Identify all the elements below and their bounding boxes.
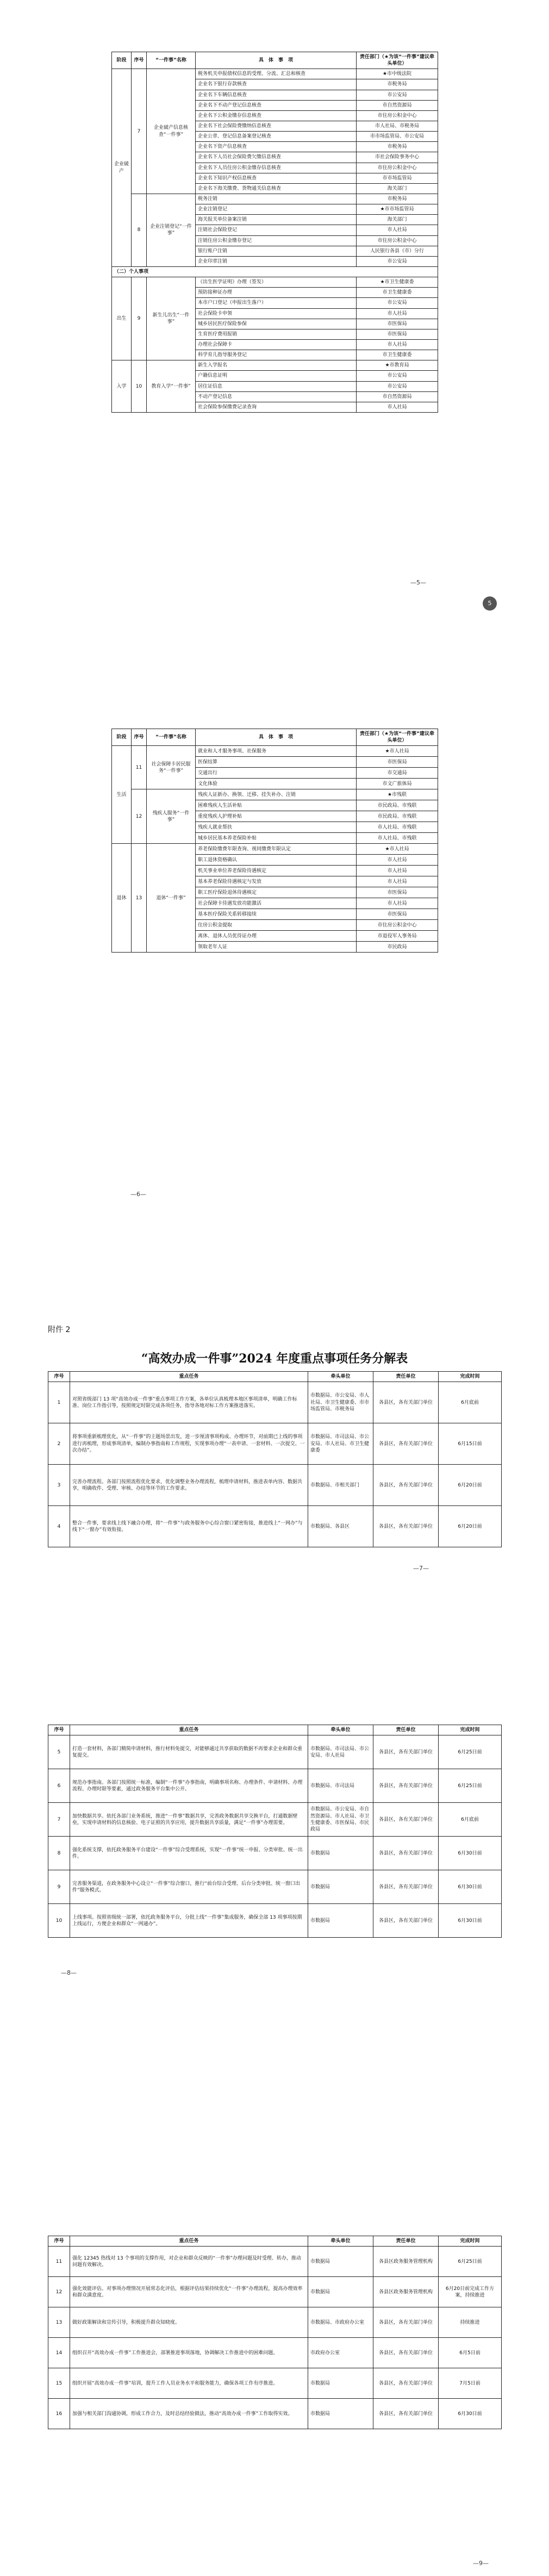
- dept-cell: 市交通局: [357, 768, 438, 779]
- table-row: [48, 1870, 502, 1904]
- task-cell: 强化效能评估。对事项办理情况开展常态化评估，根据评估结果持续优化“一件事”办理流程，提高办理效率和群众满意度。: [70, 2277, 308, 2307]
- table-row: [48, 1735, 502, 1769]
- detail-cell: 基本医疗保险关系转移接续: [196, 909, 357, 920]
- detail-cell: 注销社会保险登记: [196, 225, 357, 235]
- detail-cell: 居住证信息: [196, 381, 357, 391]
- lead-unit-cell: 市数据局、市司法局、市公安局、市人社局、市卫生健康委: [308, 1423, 373, 1465]
- table-row: [48, 2247, 502, 2277]
- table-row: [48, 1769, 502, 1803]
- row-number: 9: [48, 1870, 70, 1904]
- resp-unit-cell: 各县区，各有关部门单位: [373, 1382, 439, 1423]
- row-number: 7: [48, 1803, 70, 1837]
- header-detail: 具 体 事 项: [196, 52, 357, 69]
- task-cell: 做好政策解读和宣传引导，积极提升群众知晓度。: [70, 2307, 308, 2338]
- header-no: 序号: [48, 2236, 70, 2247]
- dept-cell: 市自然资源局: [357, 391, 438, 402]
- page-number: —7—: [413, 1565, 429, 1572]
- row-number: 1: [48, 1382, 70, 1423]
- header-no: 序号: [48, 1725, 70, 1735]
- task-cell: 规范办事指南。各部门按照统一标准，编制“一件事”办事指南，明确事项名称、办理条件、申请材料、办理流程、办理时限等要素，通过政务服务平台集中公开。: [70, 1769, 308, 1803]
- dept-cell: 市住房公积金中心: [357, 920, 438, 931]
- due-date-cell: 6月20日前: [439, 1465, 502, 1506]
- due-date-cell: 6月30日前: [439, 1837, 502, 1870]
- dept-cell: ★市卫生健康委: [357, 277, 438, 288]
- row-number: 10: [48, 1904, 70, 1938]
- lead-unit-cell: 市数据局、市政府办公室: [308, 2307, 373, 2338]
- lead-unit-cell: 市数据局、市相关部门: [308, 1465, 373, 1506]
- dept-cell: 市人社局: [357, 898, 438, 909]
- dept-cell: 市公安局: [357, 371, 438, 381]
- dept-cell: 市人社局: [357, 225, 438, 235]
- item-number: 7: [132, 69, 147, 194]
- lead-unit-cell: 市数据局: [308, 2368, 373, 2399]
- detail-cell: 企业名下车辆信息核查: [196, 90, 357, 100]
- dept-cell: 市医保局: [357, 887, 438, 898]
- lead-unit-cell: 市数据局、各县区: [308, 1506, 373, 1547]
- table-row: [48, 1423, 502, 1465]
- header-no: 序号: [132, 729, 147, 746]
- header-lead: 牵头单位: [308, 1372, 373, 1382]
- resp-unit-cell: 各县区，各有关部门单位: [373, 2399, 439, 2429]
- table-row: [48, 1382, 502, 1423]
- resp-unit-cell: 各县区政务服务管理机构: [373, 2247, 439, 2277]
- detail-cell: 企业名下公积金缴存信息核查: [196, 110, 357, 121]
- detail-cell: 税务机关申报债权信息的受理、分流、汇总和核查: [196, 69, 357, 79]
- detail-cell: 城乡居民基本养老保险补贴: [196, 833, 357, 844]
- task-cell: 打造一套材料，各部门精简申请材料，推行材料免提交，对能够通过共享获取的数据不再要求企业和群众重复提交。: [70, 1735, 308, 1769]
- due-date-cell: 持续推进: [439, 2307, 502, 2338]
- detail-cell: 职工退休资格确认: [196, 855, 357, 866]
- due-date-cell: 6月30日前: [439, 1904, 502, 1938]
- items-table-p6: [111, 729, 438, 953]
- due-date-cell: 6月20日前: [439, 1506, 502, 1547]
- due-date-cell: 6月25日前: [439, 2247, 502, 2277]
- resp-unit-cell: 各县区，各有关部门单位: [373, 2368, 439, 2399]
- lead-unit-cell: 市政府办公室: [308, 2338, 373, 2368]
- row-number: 2: [48, 1423, 70, 1465]
- detail-cell: 离休、退休人员优待证办理: [196, 931, 357, 942]
- due-date-cell: 7月5日前: [439, 2368, 502, 2399]
- table-row: [48, 1506, 502, 1547]
- dept-cell: 市税务局: [357, 79, 438, 90]
- dept-cell: 市住房公积金中心: [357, 163, 438, 173]
- dept-cell: 市民政局、市残联: [357, 800, 438, 811]
- tasks-table-p7: [48, 1371, 502, 1547]
- table-header-row: [48, 1372, 502, 1382]
- task-cell: 完善办理流程。各部门按照流程优化要求，优化调整业务办理流程，梳理申请材料，推进表单内容、数据共享，明确收件、受理、审核、办结等环节的工作要求。: [70, 1465, 308, 1506]
- row-number: 16: [48, 2399, 70, 2429]
- lead-unit-cell: 市数据局、市司法局、市公安局、市人社局: [308, 1735, 373, 1769]
- items-table-p5: [111, 52, 438, 413]
- document-title: “高效办成一件事”2024 年度重点事项任务分解表: [141, 1352, 408, 1366]
- detail-cell: 残疾人证新办、换领、迁移、挂失补办、注销: [196, 789, 357, 800]
- detail-cell: 机关事业单位养老保险待遇核定: [196, 866, 357, 876]
- due-date-cell: 6月30日前: [439, 2399, 502, 2429]
- detail-cell: 企业名下不动产登记信息核查: [196, 100, 357, 110]
- item-number: 11: [132, 746, 147, 789]
- row-number: 13: [48, 2307, 70, 2338]
- dept-cell: 市公安局: [357, 90, 438, 100]
- table-header-row: [48, 2236, 502, 2247]
- detail-cell: 交通出行: [196, 768, 357, 779]
- table-row: [112, 844, 438, 855]
- dept-cell: 市税务局: [357, 142, 438, 152]
- annex-label: 附件 2: [48, 1326, 71, 1334]
- table-row: [112, 360, 438, 371]
- detail-cell: 不动产登记信息: [196, 391, 357, 402]
- stage-cell: 企业破产: [112, 69, 132, 267]
- header-lead: 牵头单位: [308, 2236, 373, 2247]
- task-cell: 整合一件事，要求线上线下融合办理，将“一件事”与政务服务中心综合窗口紧密衔接，推进线上“一网办”与线下“一窗办”有效衔接。: [70, 1506, 308, 1547]
- page-badge-icon: 5: [483, 596, 497, 611]
- table-header-row: [48, 1725, 502, 1735]
- lead-unit-cell: 市数据局: [308, 2399, 373, 2429]
- resp-unit-cell: 各县区，各有关部门单位: [373, 1506, 439, 1547]
- dept-cell: 市医保局: [357, 329, 438, 339]
- due-date-cell: 6月25日前: [439, 1769, 502, 1803]
- header-no: 序号: [132, 52, 147, 69]
- task-cell: 强化 12345 热线对 13 个事项的支撑作用，对企业和群众反映的“一件事”办理问题及时受理、转办，推动问题有效解决。: [70, 2247, 308, 2277]
- detail-cell: 《出生医学证明》办理（签发）: [196, 277, 357, 288]
- detail-cell: 困难残疾人生活补贴: [196, 800, 357, 811]
- dept-cell: 市市场监管局: [357, 173, 438, 183]
- dept-cell: 市医保局: [357, 319, 438, 329]
- dept-cell: 市医保局: [357, 757, 438, 768]
- tasks-table-p9: [48, 2236, 502, 2429]
- header-stage: 阶段: [112, 52, 132, 69]
- row-number: 5: [48, 1735, 70, 1769]
- due-date-cell: 6月25日前: [439, 1735, 502, 1769]
- table-row: [112, 789, 438, 800]
- header-task: 重点任务: [70, 1372, 308, 1382]
- row-number: 6: [48, 1769, 70, 1803]
- stage-cell: 生活: [112, 746, 132, 844]
- table-row: [48, 1904, 502, 1938]
- stage-cell: 入学: [112, 360, 132, 413]
- dept-cell: 市人社局、市税务局: [357, 121, 438, 131]
- detail-cell: 残疾人就业帮扶: [196, 822, 357, 833]
- detail-cell: 城乡居民医疗保险参保: [196, 319, 357, 329]
- item-number: 9: [132, 277, 147, 360]
- lead-unit-cell: 市数据局: [308, 1904, 373, 1938]
- resp-unit-cell: 各县区，各有关部门单位: [373, 1803, 439, 1837]
- lead-unit-cell: 市数据局: [308, 2277, 373, 2307]
- due-date-cell: 6月5日前: [439, 2338, 502, 2368]
- dept-cell: ★市残联: [357, 789, 438, 800]
- task-cell: 组织召开“高效办成一件事”工作推进会，部署推进事项落地，协调解决工作推进中的困难问题。: [70, 2338, 308, 2368]
- row-number: 3: [48, 1465, 70, 1506]
- detail-cell: 职工医疗保险退休待遇核定: [196, 887, 357, 898]
- detail-cell: 社会保险参保缴费记录查询: [196, 402, 357, 412]
- dept-cell: 市退役军人事务局: [357, 931, 438, 942]
- detail-cell: 企业名下知识产权信息核查: [196, 173, 357, 183]
- detail-cell: 文化体验: [196, 779, 357, 789]
- dept-cell: 市公安局: [357, 256, 438, 266]
- dept-cell: 市公安局: [357, 381, 438, 391]
- detail-cell: 企业注销登记: [196, 204, 357, 215]
- header-dept: 责任部门（★为该“一件事”建议牵头单位）: [357, 52, 438, 69]
- dept-cell: 市税务局: [357, 194, 438, 204]
- detail-cell: 新生入学报名: [196, 360, 357, 371]
- dept-cell: ★市教育局: [357, 360, 438, 371]
- dept-cell: ★市中级法院: [357, 69, 438, 79]
- table-row: [48, 2338, 502, 2368]
- detail-cell: 本市户口登记（申报出生落户）: [196, 298, 357, 308]
- resp-unit-cell: 各县区，各有关部门单位: [373, 1423, 439, 1465]
- detail-cell: 企业名下资产信息核查: [196, 142, 357, 152]
- due-date-cell: 6月30日前: [439, 1870, 502, 1904]
- item-name: 教育入学“一件事”: [147, 360, 196, 413]
- resp-unit-cell: 各县区，各有关部门单位: [373, 2338, 439, 2368]
- item-name: 社会保障卡居民服务“一件事”: [147, 746, 196, 789]
- header-due: 完成时间: [439, 1372, 502, 1382]
- resp-unit-cell: 各县区政务服务管理机构: [373, 2277, 439, 2307]
- item-name: 退休“一件事”: [147, 844, 196, 953]
- detail-cell: 企业公章、登记信息备案登记核查: [196, 132, 357, 142]
- detail-cell: 养老保险缴费年限查询、视同缴费年限认定: [196, 844, 357, 855]
- task-cell: 上线事项。按照省级统一部署，依托政务服务平台，分批上线“一件事”集成服务，确保全部 13 项事项按期上线运行，方便企业和群众“一网通办”。: [70, 1904, 308, 1938]
- row-number: 8: [48, 1837, 70, 1870]
- header-lead: 牵头单位: [308, 1725, 373, 1735]
- detail-cell: 就业和人才服务事项、社保服务: [196, 746, 357, 757]
- lead-unit-cell: 市数据局: [308, 1870, 373, 1904]
- lead-unit-cell: 市数据局、市司法局: [308, 1769, 373, 1803]
- detail-cell: 企业印章注销: [196, 256, 357, 266]
- stage-cell: 出生: [112, 277, 132, 360]
- detail-cell: 住房公积金提取: [196, 920, 357, 931]
- detail-cell: 税务注销: [196, 194, 357, 204]
- item-name: 企业注销登记“一件事”: [147, 194, 196, 266]
- task-cell: 完善服务渠道，在政务服务中心设立“一件事”综合窗口，推行“前台综合受理、后台分类审批、统一窗口出件”服务模式。: [70, 1870, 308, 1904]
- lead-unit-cell: 市数据局、市公安局、市自然资源局、市人社局、市卫生健康委、市医保局、市民政局: [308, 1803, 373, 1837]
- resp-unit-cell: 各县区，各有关部门单位: [373, 2307, 439, 2338]
- item-number: 12: [132, 789, 147, 844]
- due-date-cell: 6月20日前完成工作方案，持续推进: [439, 2277, 502, 2307]
- table-row: [112, 194, 438, 204]
- detail-cell: 户籍信息证明: [196, 371, 357, 381]
- header-task: 重点任务: [70, 2236, 308, 2247]
- header-resp: 责任单位: [373, 2236, 439, 2247]
- detail-cell: 海关报关单位备案注销: [196, 215, 357, 225]
- row-number: 12: [48, 2277, 70, 2307]
- due-date-cell: 6月15日前: [439, 1423, 502, 1465]
- dept-cell: 市人社局: [357, 876, 438, 887]
- table-row: [112, 69, 438, 79]
- item-name: 企业破产信息核查“一件事”: [147, 69, 196, 194]
- resp-unit-cell: 各县区，各有关部门单位: [373, 1769, 439, 1803]
- tasks-table-p8: [48, 1725, 502, 1938]
- dept-cell: ★市人社局: [357, 844, 438, 855]
- dept-cell: 市住房公积金中心: [357, 235, 438, 246]
- page-number: —9—: [473, 2560, 489, 2567]
- detail-cell: 企业名下银行存款核查: [196, 79, 357, 90]
- detail-cell: 基本养老保险待遇核定与发放: [196, 876, 357, 887]
- resp-unit-cell: 各县区，各有关部门单位: [373, 1735, 439, 1769]
- item-name: 残疾人服务“一件事”: [147, 789, 196, 844]
- header-task: 重点任务: [70, 1725, 308, 1735]
- task-cell: 加强与相关部门沟通协调，形成工作合力，及时总结经验做法，推动“高效办成一件事”工作取得实效。: [70, 2399, 308, 2429]
- item-number: 13: [132, 844, 147, 953]
- detail-cell: 注销住房公积金缴存登记: [196, 235, 357, 246]
- dept-cell: 市卫生健康委: [357, 288, 438, 298]
- table-row: [48, 2307, 502, 2338]
- table-row: [48, 2399, 502, 2429]
- table-row: [48, 1803, 502, 1837]
- page-number: —8—: [61, 1969, 77, 1976]
- dept-cell: 市人社局: [357, 866, 438, 876]
- detail-cell: 企业名下社会保险费缴纳信息核查: [196, 121, 357, 131]
- detail-cell: 社会保障卡待遇发放功能激活: [196, 898, 357, 909]
- item-number: 10: [132, 360, 147, 413]
- task-cell: 加快数据共享。依托各部门业务系统，推进“一件事”数据共享，完善政务数据共享交换平台，打通数据壁垒，实现申请材料的信息核验、电子证照的共享应用，提升数据共享质量，满足“一件事”办理需要。: [70, 1803, 308, 1837]
- dept-cell: 市住房公积金中心: [357, 110, 438, 121]
- due-date-cell: 6月底前: [439, 1803, 502, 1837]
- dept-cell: 市社会保险事务中心: [357, 152, 438, 163]
- task-cell: 对照省级部门 13 项“高效办成一件事”重点事项工作方案，各单位认真梳理本地区事项清单，明确工作标准、岗位工作指引等，按照规定时限完成各项任务，指导各地对标工作方案推进落实。: [70, 1382, 308, 1423]
- detail-cell: 科学育儿指导服务登记: [196, 350, 357, 360]
- table-row: [48, 1465, 502, 1506]
- resp-unit-cell: 各县区，各有关部门单位: [373, 1904, 439, 1938]
- lead-unit-cell: 市数据局: [308, 1837, 373, 1870]
- header-name: “一件事”名称: [147, 729, 196, 746]
- dept-cell: ★市人社局: [357, 746, 438, 757]
- header-dept: 责任部门（★为该“一件事”建议牵头单位）: [357, 729, 438, 746]
- header-resp: 责任单位: [373, 1725, 439, 1735]
- section-row: [112, 266, 438, 277]
- table-row: [48, 1837, 502, 1870]
- row-number: 4: [48, 1506, 70, 1547]
- header-stage: 阶段: [112, 729, 132, 746]
- task-cell: 将事项重新梳理优化，从“一件事”的主题场景出发，进一步厘清事项构成、办理环节，对前期已上线的事项进行再梳理，形成事项清单，编制办事指南和工作规程，实现事项办理“一表申请、一套材料、一次提交、一次办结”。: [70, 1423, 308, 1465]
- lead-unit-cell: 市数据局、市公安局、市人社局、市卫生健康委、市市场监管局、市税务局: [308, 1382, 373, 1423]
- detail-cell: 领取老年人证: [196, 942, 357, 953]
- detail-cell: 社会保险卡申领: [196, 308, 357, 319]
- dept-cell: 市医保局: [357, 909, 438, 920]
- dept-cell: 人民银行各县（市）分行: [357, 246, 438, 256]
- resp-unit-cell: 各县区，各有关部门单位: [373, 1870, 439, 1904]
- row-number: 15: [48, 2368, 70, 2399]
- detail-cell: 企业名下海关缴费、货物通关信息核查: [196, 183, 357, 194]
- row-number: 14: [48, 2338, 70, 2368]
- lead-unit-cell: 市数据局: [308, 2247, 373, 2277]
- section-heading: （二）个人事项: [112, 266, 438, 277]
- table-row: [112, 746, 438, 757]
- table-row: [112, 277, 438, 288]
- dept-cell: 市文广旅体局: [357, 779, 438, 789]
- header-name: “一件事”名称: [147, 52, 196, 69]
- dept-cell: 市人社局: [357, 339, 438, 350]
- task-cell: 组织开展“高效办成一件事”培训，提升工作人员业务水平和服务能力，确保各项工作有序推进。: [70, 2368, 308, 2399]
- resp-unit-cell: 各县区，各有关部门单位: [373, 1837, 439, 1870]
- header-detail: 具 体 事 项: [196, 729, 357, 746]
- detail-cell: 企业名下人员住房公积金缴存信息核查: [196, 163, 357, 173]
- detail-cell: 企业名下人员社会保险费欠缴信息核查: [196, 152, 357, 163]
- dept-cell: 市人社局: [357, 402, 438, 412]
- item-name: 新生儿出生“一件事”: [147, 277, 196, 360]
- table-row: [48, 2368, 502, 2399]
- dept-cell: 市人社局、市残联: [357, 822, 438, 833]
- dept-cell: ★市市场监管局: [357, 204, 438, 215]
- table-row: [48, 2277, 502, 2307]
- row-number: 11: [48, 2247, 70, 2277]
- header-due: 完成时间: [439, 1725, 502, 1735]
- dept-cell: 市人社局、市残联: [357, 833, 438, 844]
- dept-cell: 市民政局、市残联: [357, 811, 438, 822]
- detail-cell: 重度残疾人护理补贴: [196, 811, 357, 822]
- task-cell: 强化系统支撑，依托政务服务平台建设“一件事”综合受理系统，实现“一件事”统一申报、分类审批、统一出件。: [70, 1837, 308, 1870]
- detail-cell: 办理社会保障卡: [196, 339, 357, 350]
- dept-cell: 市公安局: [357, 298, 438, 308]
- header-no: 序号: [48, 1372, 70, 1382]
- detail-cell: 预防接种证办理: [196, 288, 357, 298]
- page-number: —5—: [410, 579, 426, 586]
- detail-cell: 银行账户注销: [196, 246, 357, 256]
- dept-cell: 市人社局: [357, 855, 438, 866]
- header-due: 完成时间: [439, 2236, 502, 2247]
- dept-cell: 市人社局: [357, 308, 438, 319]
- table-header-row: [112, 729, 438, 746]
- table-header-row: [112, 52, 438, 69]
- detail-cell: 生育医疗费用报销: [196, 329, 357, 339]
- dept-cell: 市自然资源局: [357, 100, 438, 110]
- stage-cell: 退休: [112, 844, 132, 953]
- dept-cell: 市民政局: [357, 942, 438, 953]
- page-number: —6—: [130, 1191, 146, 1198]
- dept-cell: 市卫生健康委: [357, 350, 438, 360]
- dept-cell: 海关部门: [357, 183, 438, 194]
- dept-cell: 海关部门: [357, 215, 438, 225]
- resp-unit-cell: 各县区，各有关部门单位: [373, 1465, 439, 1506]
- item-number: 8: [132, 194, 147, 266]
- dept-cell: 市市场监管局、市公安局: [357, 132, 438, 142]
- due-date-cell: 6月底前: [439, 1382, 502, 1423]
- header-resp: 责任单位: [373, 1372, 439, 1382]
- detail-cell: 医保结算: [196, 757, 357, 768]
